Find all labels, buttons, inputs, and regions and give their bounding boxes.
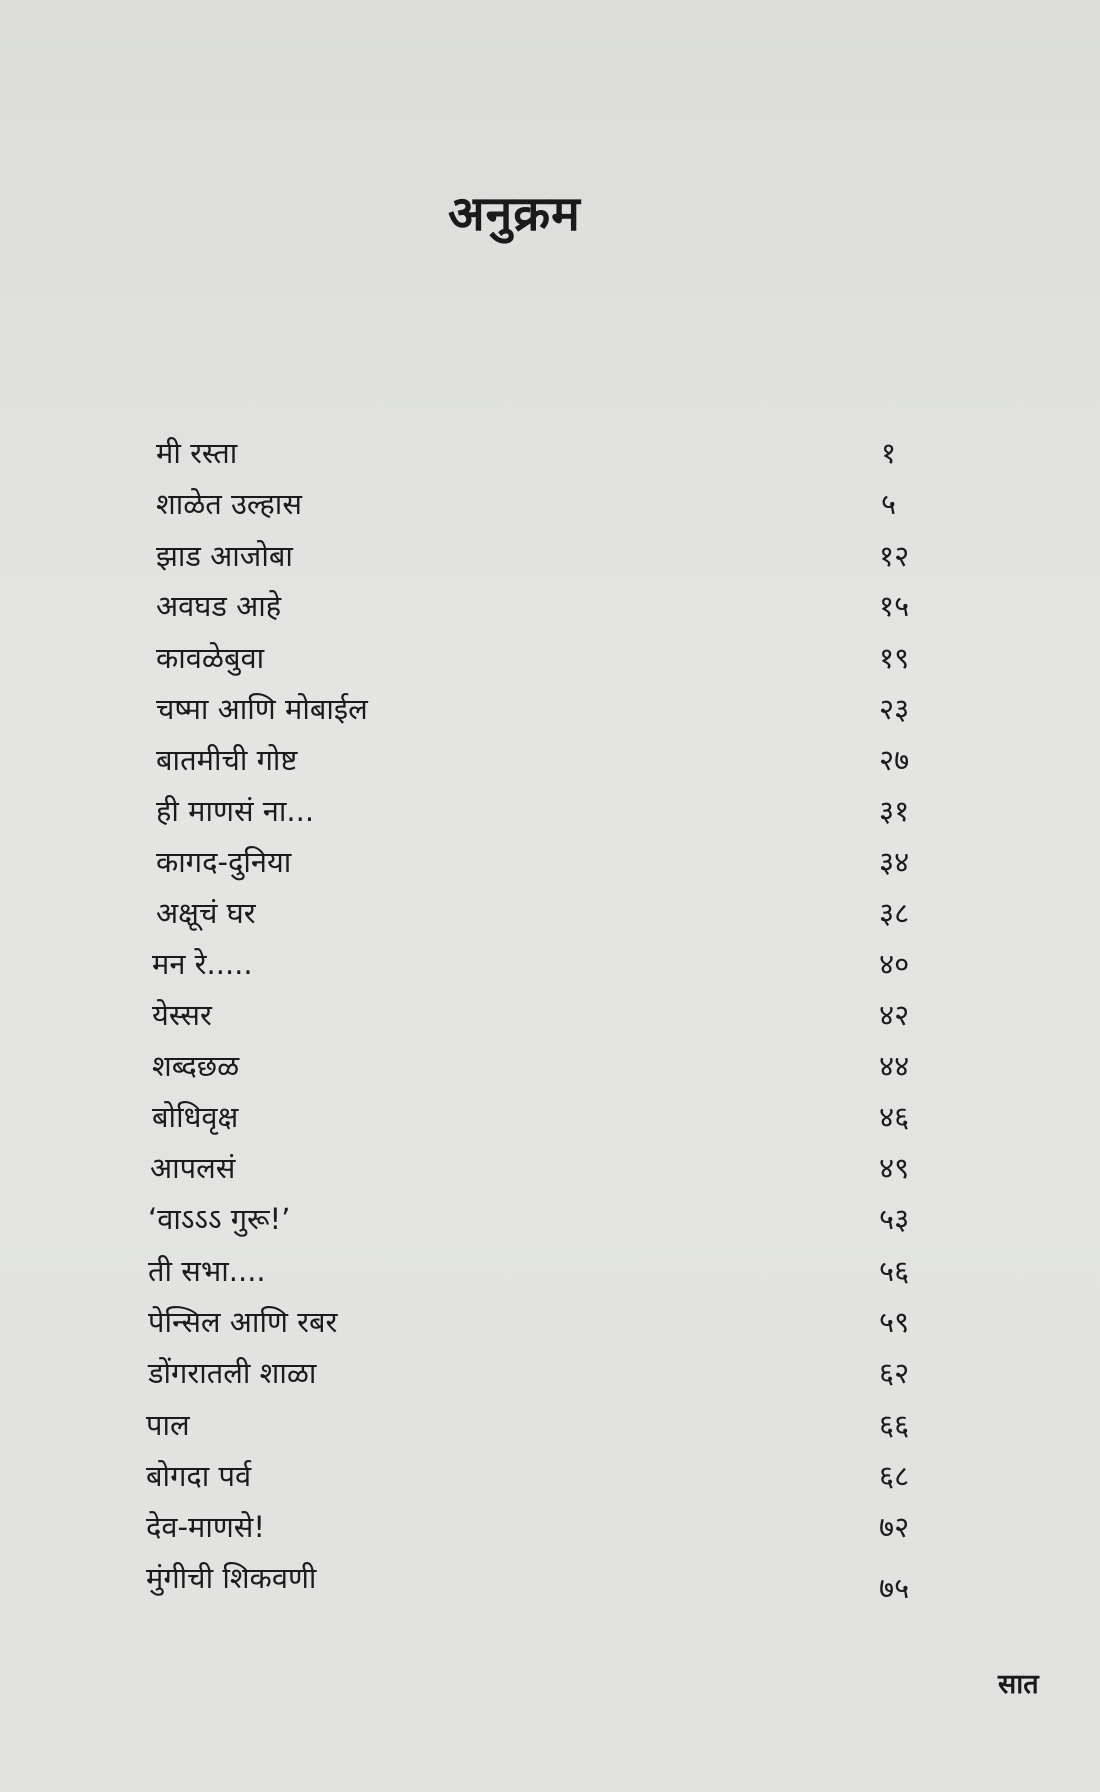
toc-entry-title: शब्दछळ xyxy=(152,1049,240,1083)
toc-entry-page: ५९ xyxy=(879,1305,910,1339)
toc-entry-page: १ xyxy=(881,436,897,470)
toc-entry-page: ७२ xyxy=(879,1510,910,1544)
toc-entry-page: ४२ xyxy=(879,998,910,1032)
toc-entry-page: ६८ xyxy=(879,1459,910,1493)
toc-entry-title: अक्षूचं घर xyxy=(156,896,256,930)
toc-entry-title: ‘वाऽऽऽ गुरू!’ xyxy=(148,1202,291,1236)
toc-entry-page: ४९ xyxy=(879,1151,910,1185)
toc-entry-title: बोधिवृक्ष xyxy=(152,1100,239,1134)
toc-entry-page: १५ xyxy=(879,589,910,623)
toc-entry-title: डोंगरातली शाळा xyxy=(148,1356,317,1390)
toc-entry xyxy=(156,893,916,937)
toc-entry xyxy=(146,1405,916,1449)
toc-entry xyxy=(152,1097,916,1141)
toc-entry xyxy=(156,484,916,528)
toc-entry-title: पाल xyxy=(146,1408,190,1442)
toc-entry-title: मन रे..... xyxy=(152,947,253,981)
toc-entry-title: देव-माणसे! xyxy=(146,1510,266,1544)
toc-entry-title: शाळेत उल्हास xyxy=(156,487,302,521)
toc-entry-page: ५ xyxy=(881,487,897,521)
page-folio: सात xyxy=(998,1669,1039,1700)
toc-entry xyxy=(156,689,916,733)
toc-entry-title: येस्सर xyxy=(152,998,212,1032)
toc-entry-title: मुंगीची शिकवणी xyxy=(146,1561,317,1595)
toc-entry-title: चष्मा आणि मोबाईल xyxy=(156,692,368,726)
toc-entry-page: ४६ xyxy=(879,1100,910,1134)
toc-entry-title: पेन्सिल आणि रबर xyxy=(148,1305,338,1339)
toc-entry-title: कागद-दुनिया xyxy=(156,845,292,879)
page-title: अनुक्रम xyxy=(448,186,581,242)
toc-entry xyxy=(152,1046,916,1090)
toc-entry-page: २३ xyxy=(879,692,910,726)
toc-entry xyxy=(152,944,916,988)
toc-entry-page: २७ xyxy=(879,743,910,777)
toc-entry xyxy=(156,740,916,784)
toc-entry-title: ही माणसं ना... xyxy=(156,794,315,828)
toc-entry xyxy=(156,433,916,477)
toc-entry xyxy=(152,995,916,1039)
toc-entry-page: ५६ xyxy=(879,1254,910,1288)
toc-entry xyxy=(148,1302,916,1346)
toc-entry xyxy=(156,536,916,580)
toc-entry-page: ७५ xyxy=(879,1571,910,1605)
toc-entry-title: मी रस्ता xyxy=(156,436,238,470)
toc-entry-page: ३१ xyxy=(879,794,910,828)
toc-entry xyxy=(146,1507,916,1551)
toc-entry-title: कावळेबुवा xyxy=(156,641,265,675)
toc-entry xyxy=(146,1558,916,1605)
toc-entry xyxy=(156,791,916,835)
toc-entry-page: ६२ xyxy=(879,1356,910,1390)
toc-entry-title: झाड आजोबा xyxy=(156,539,293,573)
toc-entry-title: बोगदा पर्व xyxy=(146,1459,252,1493)
toc-entry-page: ४० xyxy=(879,947,910,981)
toc-entry xyxy=(148,1199,916,1243)
toc-entry xyxy=(148,1251,916,1295)
toc-entry-page: ३८ xyxy=(879,896,910,930)
toc-entry xyxy=(146,1456,916,1500)
toc-entry xyxy=(156,638,916,682)
toc-entry-page: १२ xyxy=(879,539,910,573)
toc-entry-page: १९ xyxy=(879,641,910,675)
toc-entry xyxy=(156,586,916,630)
toc-entry xyxy=(156,842,916,886)
toc-entry-title: बातमीची गोष्ट xyxy=(156,743,298,777)
toc-entry-page: ४४ xyxy=(879,1049,910,1083)
toc-entry-page: ३४ xyxy=(879,845,910,879)
toc-entry-page: ६६ xyxy=(879,1408,910,1442)
toc-entry-title: ती सभा.... xyxy=(148,1254,266,1288)
toc-entry-page: ५३ xyxy=(879,1202,910,1236)
toc-entry xyxy=(148,1353,916,1397)
toc-entry-title: अवघड आहे xyxy=(156,589,282,623)
toc-entry-title: आपलसं xyxy=(150,1151,236,1185)
toc-entry xyxy=(150,1148,916,1192)
